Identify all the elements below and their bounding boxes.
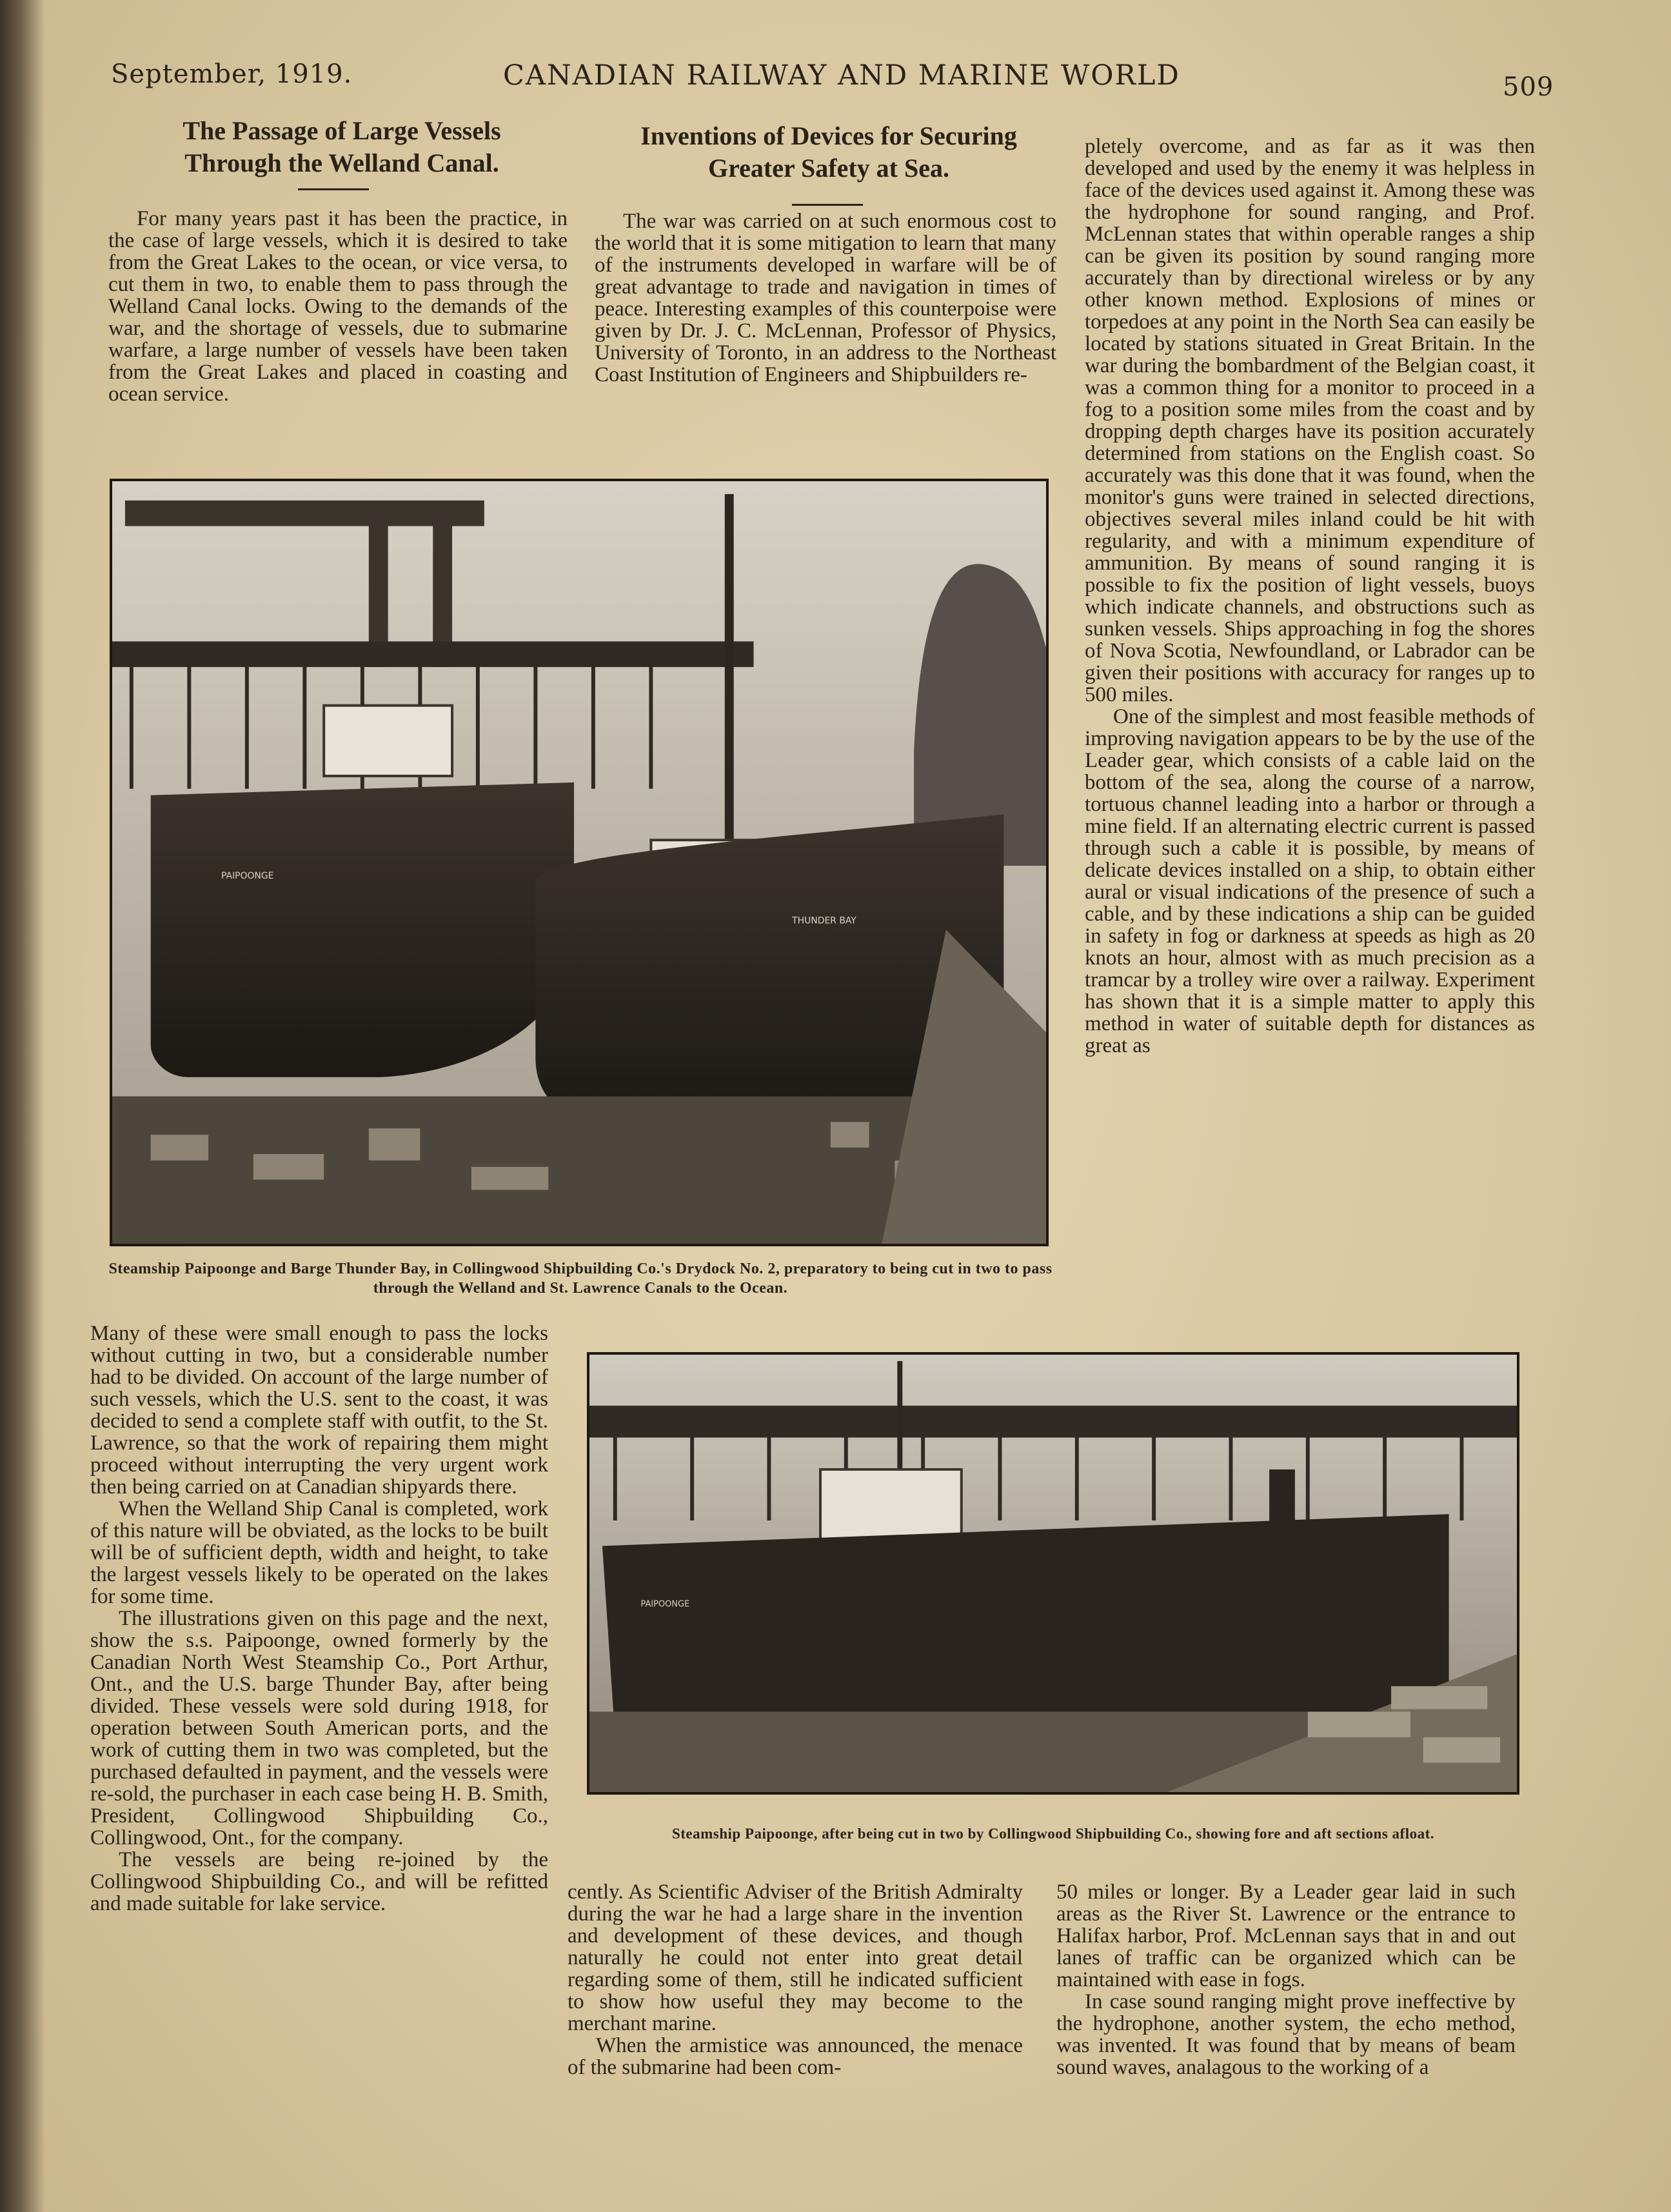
middle-top-column <box>595 210 1056 386</box>
hull-paipoonge <box>151 782 574 1077</box>
crane-boom <box>125 501 484 526</box>
ship-stack <box>1269 1470 1295 1527</box>
right-column-paragraph2: One of the simplest and most feasible methods of improving navigation appears to be by the use of the Leader gear, which consists of a cable laid on the bottom of the sea, along the course of a narrow, tortuous channel leading into a harbor or through a mine field. If an alternating electric current is passed through such a cable it is possible, by means of delicate devices installed on a ship, to obtain either aural or visual indications of the presence of such a cable, and by these indications a ship can be guided in safety in fog or darkness at speeds as high as 20 knots an hour, almost with as much precision as a tramcar by a trolley wire over a railway. Experiment has shown that it is a simple matter to apply this method in water of suitable depth for distances as great as <box>1085 705 1535 1057</box>
photo2-caption: Steamship Paipoonge, after being cut in two by Collingwood Shipbuilding Co., showing fore and aft sections afloat. <box>671 1826 1435 1842</box>
right-headline-line2: Greater Safety at Sea. <box>708 154 949 183</box>
middle-top-paragraph: The war was carried on at such enormous cost to the world that it is some mitigation to learn that many of the instruments developed in warfare will be of great advantage to trade and navigation in times of peace. Interesting examples of this counterpoise were given by Dr. J. C. McLennan, Professor of Physics, University of Toronto, in an address to the Northeast Coast Institution of Engineers and Shipbuilders re- <box>595 210 1056 386</box>
left-headline-line2: Through the Welland Canal. <box>184 148 499 177</box>
right-article-headline <box>593 120 1064 184</box>
left-intro-column <box>108 208 568 405</box>
bottom-right-column <box>1056 1881 1516 2078</box>
drydock-photo-illustration <box>112 481 1046 1244</box>
photo-afloat-sections <box>587 1352 1519 1795</box>
left-bottom-paragraph1: Many of these were small enough to pass the locks without cutting in two, but a considerable number had to be divided. On account of the large number of such vessels, which the U.S. sent to the coast, it was decided to send a complete staff with outfit, to the St. Lawrence, so that the work of repairing them might proceed without interrupting the very urgent work then being carried on at Canadian shipyards there. <box>90 1322 548 1499</box>
trestle <box>589 1406 1517 1437</box>
photo-drydock-vessels <box>110 479 1049 1246</box>
bottom-right-paragraph1: 50 miles or longer. By a Leader gear laid in such areas as the River St. Lawrence or the entrance to Halifax harbor, Prof. McLennan says that in and out lanes of traffic can be organized which can be maintained with ease in fogs. <box>1056 1880 1516 1991</box>
ship-mast <box>725 494 734 853</box>
ship-cabin-left <box>324 706 452 776</box>
right-headline-line1: Inventions of Devices for Securing <box>640 121 1017 150</box>
hull-label-paipoonge: PAIPOONGE <box>221 870 274 881</box>
left-intro-paragraph: For many years past it has been the practice, in the case of large vessels, which it is desired to take from the Great Lakes to the ocean, or vice versa, to cut them in two, to enable them to pass through the Welland Canal locks. Owing to the demands of the war, and the shortage of vessels, due to submarine warfare, a large number of vessels have been taken from the Great Lakes and placed in coasting and ocean service. <box>108 207 568 406</box>
publication-title: CANADIAN RAILWAY AND MARINE WORLD <box>503 59 1180 92</box>
bottom-middle-column <box>568 1881 1023 2078</box>
right-column-paragraph1: pletely overcome, and as far as it was then developed and used by the enemy it was helpless in face of the devices used against it. Among these was the hydrophone for sound ranging, and Prof. McLennan states that within operable ranges a ship can be given its position by sound ranging more accurately than by directional wireless or by any other known method. Explosions of mines or torpedoes at any point in the North Sea can easily be located by stations situated in Great Britain. In the war during the bombardment of the Belgian coast, it was a common thing for a monitor to proceed in a fog to a position some miles from the coast and by dropping depth charges have its position accurately determined from stations on the English coast. So accurately was this done that it was found, when the monitor's guns were trained in selected directions, objectives several miles inland could be hit with regularity, and with a minimum expenditure of ammunition. By means of sound ranging it is possible to fix the position of light vessels, buoys which indicate channels, and obstructions such as sunken vessels. Ships approaching in fog the shores of Nova Scotia, Newfoundland, or Labrador can be given their positions with accuracy for ranges up to 500 miles. <box>1085 135 1535 706</box>
trestle <box>112 641 754 667</box>
right-headline-rule <box>792 204 863 206</box>
hull-label-thunder-bay: THUNDER BAY <box>792 915 856 926</box>
left-headline-line1: The Passage of Large Vessels <box>183 116 501 145</box>
issue-date: September, 1919. <box>111 59 353 89</box>
afloat-photo-illustration <box>589 1355 1517 1792</box>
hull-label-afloat: PAIPOONGE <box>640 1599 690 1609</box>
bottom-middle-paragraph1: cently. As Scientific Adviser of the British Admiralty during the war he had a large share in the invention and development of these devices, and though naturally he could not enter into great detail regarding some of them, still he indicated sufficient to show how useful they may become to the merchant marine. <box>568 1880 1023 2035</box>
left-headline-rule <box>298 188 369 190</box>
right-column <box>1085 135 1535 1057</box>
left-bottom-paragraph2: When the Welland Ship Canal is completed, work of this nature will be obviated, as the locks to be built will be of sufficient depth, width and height, to take the largest vessels likely to be operated on the lakes for some time. <box>90 1497 548 1608</box>
left-article-headline <box>110 115 574 179</box>
left-bottom-paragraph4: The vessels are being re-joined by the Collingwood Shipbuilding Co., and will be refitted and made suitable for lake service. <box>90 1848 548 1915</box>
hull-paipoonge-sections <box>602 1514 1449 1737</box>
left-bottom-paragraph3: The illustrations given on this page and the next, show the s.s. Paipoonge, owned formerly by the Canadian North West Steamship Co., Port Arthur, Ont., and the U.S. barge Thunder Bay, after being divided. These vessels were sold during 1918, for operation between South American ports, and the work of cutting them in two was completed, but the purchased defaulted in payment, and the vessels were re-sold, the purchaser in each case being H. B. Smith, President, Collingwood Shipbuilding Co., Collingwood, Ont., for the company. <box>90 1607 548 1849</box>
bottom-right-paragraph2: In case sound ranging might prove ineffective by the hydrophone, another system, the echo method, was invented. It was found that by means of beam sound waves, analagous to the working of a <box>1056 1990 1516 2079</box>
photo1-caption: Steamship Paipoonge and Barge Thunder Bay, in Collingwood Shipbuilding Co.'s Drydock No. 2, preparatory to being cut in two to pass through the Welland and St. Lawrence Canals to the Ocean. <box>108 1260 1053 1297</box>
book-spine-shadow <box>0 0 45 2212</box>
page-number: 509 <box>1503 72 1554 102</box>
bottom-middle-paragraph2: When the armistice was announced, the menace of the submarine had been com- <box>568 2034 1023 2079</box>
left-bottom-column <box>90 1322 548 1915</box>
ship-cabin <box>820 1470 962 1540</box>
